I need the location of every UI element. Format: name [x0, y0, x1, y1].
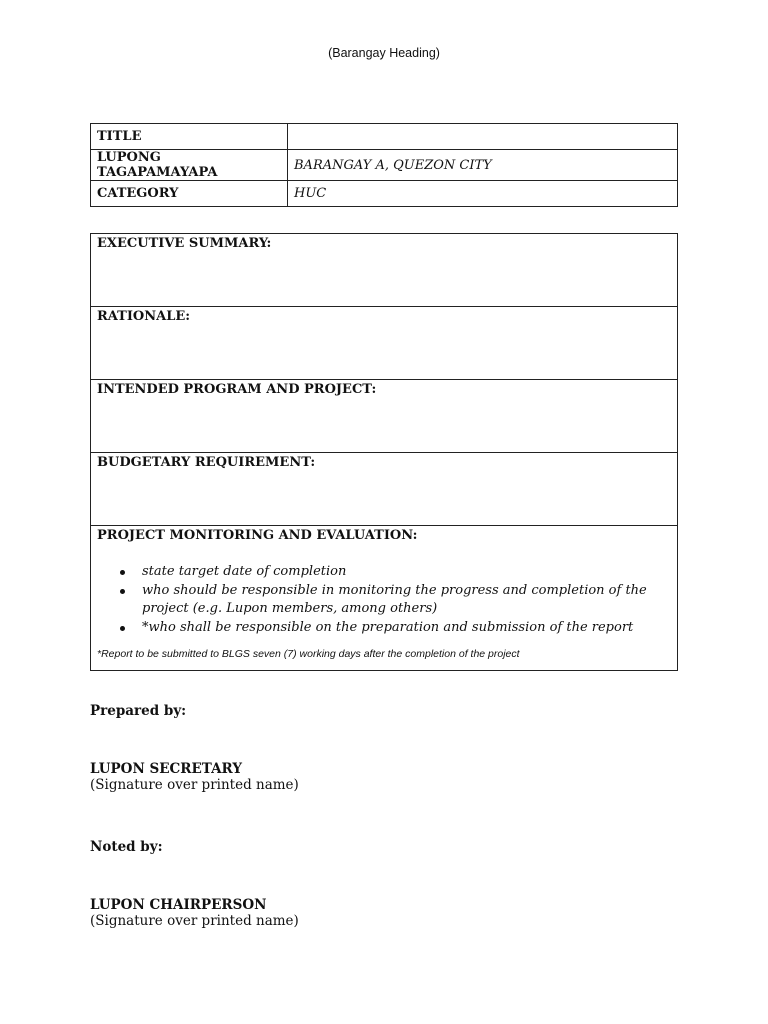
lupong-value: BARANGAY A, QUEZON CITY	[288, 150, 678, 181]
bullet-icon	[120, 626, 125, 631]
category-value: HUC	[288, 181, 678, 207]
category-label: CATEGORY	[91, 181, 288, 207]
budgetary-requirement-section: BUDGETARY REQUIREMENT:	[91, 453, 678, 526]
noted-by-block	[90, 839, 299, 929]
title-value	[288, 124, 678, 150]
table-row	[91, 150, 678, 181]
monitoring-footnote: *Report to be submitted to BLGS seven (7) working days after the completion of the project	[97, 647, 520, 660]
bullet-icon	[120, 570, 125, 575]
table-row	[91, 453, 678, 526]
title-label: TITLE	[91, 124, 288, 150]
barangay-heading: (Barangay Heading)	[328, 46, 440, 60]
noted-by-role: LUPON CHAIRPERSON	[90, 897, 267, 913]
monitoring-section	[91, 526, 678, 671]
monitoring-label: PROJECT MONITORING AND EVALUATION:	[97, 528, 418, 543]
prepared-by-signature: (Signature over printed name)	[90, 777, 299, 793]
table-row	[91, 526, 678, 671]
prepared-by-block	[90, 703, 299, 793]
rationale-section: RATIONALE:	[91, 307, 678, 380]
bullet-text: who should be responsible in monitoring the progress and completion of the project (e.g. Lupon members, among others)	[142, 582, 647, 617]
bullet-text: state target date of completion	[142, 564, 347, 579]
noted-by-signature: (Signature over printed name)	[90, 913, 299, 929]
prepared-by-role: LUPON SECRETARY	[90, 761, 242, 777]
table-row	[91, 124, 678, 150]
list-item	[97, 582, 671, 619]
monitoring-bullet-list	[97, 563, 671, 638]
noted-by-label: Noted by:	[90, 839, 163, 855]
table-row	[91, 307, 678, 380]
lupong-label: LUPONG TAGAPAMAYAPA	[91, 150, 288, 181]
list-item	[97, 619, 671, 638]
table-row	[91, 380, 678, 453]
prepared-by-label: Prepared by:	[90, 703, 187, 719]
table-row	[91, 181, 678, 207]
bullet-text: *who shall be responsible on the preparation and submission of the report	[142, 620, 634, 636]
intended-program-section: INTENDED PROGRAM AND PROJECT:	[91, 380, 678, 453]
table-row	[91, 234, 678, 307]
proposal-sections-table	[90, 233, 678, 671]
info-table	[90, 123, 678, 207]
list-item	[97, 563, 671, 582]
bullet-icon	[120, 589, 125, 594]
executive-summary-section: EXECUTIVE SUMMARY:	[91, 234, 678, 307]
